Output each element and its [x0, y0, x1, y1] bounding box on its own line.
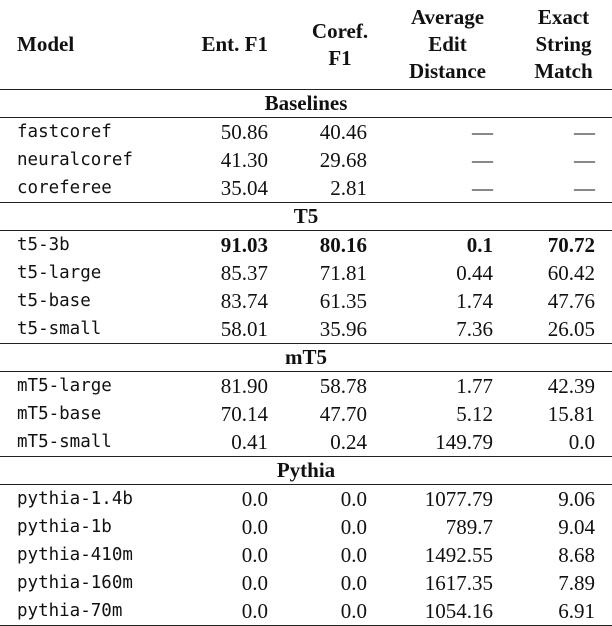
header-exact-line: Exact — [537, 5, 590, 29]
avg-edit-distance-cell: 1.77 — [456, 374, 493, 398]
ent-f1-cell: 83.74 — [220, 289, 268, 313]
group-header-row — [0, 203, 612, 231]
ent-f1-cell: 41.30 — [220, 148, 268, 172]
model-name: t5-small — [0, 315, 195, 344]
group-label: Pythia — [0, 457, 612, 485]
table-row — [0, 597, 612, 626]
model-name: pythia-70m — [0, 597, 195, 626]
header-average-edit-distance — [370, 0, 495, 90]
ent-f1-cell: 0.0 — [241, 571, 268, 595]
coref-f1-cell: 2.81 — [270, 174, 370, 203]
coref-f1-cell: 58.78 — [319, 374, 367, 398]
avg-edit-distance-cell: 789.7 — [445, 515, 493, 539]
table-row — [0, 118, 612, 147]
avg-edit-distance-cell: 1492.55 — [424, 543, 493, 567]
group-header-row — [0, 344, 612, 372]
group-header-row — [0, 457, 612, 485]
header-avg-line: Average — [410, 5, 485, 29]
exact-match-cell: 9.04 — [558, 515, 595, 539]
ent-f1-cell: 0.0 — [241, 543, 268, 567]
table-row — [0, 569, 612, 597]
avg-edit-distance-cell: 5.12 — [456, 402, 493, 426]
avg-edit-distance-cell: 1617.35 — [424, 571, 493, 595]
avg-edit-distance-cell: 149.79 — [370, 428, 495, 457]
coref-f1-cell: 0.0 — [340, 543, 367, 567]
exact-match-cell: 26.05 — [495, 315, 612, 344]
coref-f1-cell: 29.68 — [319, 148, 367, 172]
ent-f1-cell: 58.01 — [195, 315, 270, 344]
model-name: pythia-410m — [17, 545, 133, 565]
ent-f1-cell: 35.04 — [195, 174, 270, 203]
header-model: Model — [0, 0, 195, 90]
ent-f1-cell: 91.03 — [220, 233, 268, 257]
header-exact-line: Match — [534, 59, 593, 83]
model-name: pythia-1.4b — [17, 489, 133, 509]
model-name: mT5-base — [17, 404, 102, 424]
header-coref-line: F1 — [328, 45, 352, 70]
model-name: neuralcoref — [17, 150, 133, 170]
avg-edit-distance-cell: 0.44 — [456, 261, 493, 285]
header-avg-line: Distance — [409, 59, 486, 83]
model-name: pythia-160m — [17, 573, 133, 593]
exact-match-cell: 60.42 — [547, 261, 595, 285]
table-row — [0, 513, 612, 541]
table-row — [0, 174, 612, 203]
header-ent-f1: Ent. F1 — [195, 0, 270, 90]
header-avg-line: Edit — [428, 32, 467, 56]
group-label: T5 — [0, 203, 612, 231]
ent-f1-cell: 81.90 — [220, 374, 268, 398]
exact-match-cell: — — [574, 148, 595, 172]
coref-f1-cell: 40.46 — [319, 120, 367, 144]
model-name: mT5-large — [17, 376, 112, 396]
exact-match-cell: — — [495, 174, 612, 203]
table-row — [0, 400, 612, 428]
coref-f1-cell: 0.0 — [340, 487, 367, 511]
model-name: t5-large — [17, 263, 102, 283]
ent-f1-cell: 50.86 — [220, 120, 268, 144]
exact-match-cell: 47.76 — [547, 289, 595, 313]
coref-f1-cell: 0.0 — [340, 515, 367, 539]
coref-f1-cell: 0.0 — [270, 597, 370, 626]
model-name: t5-3b — [17, 235, 70, 255]
exact-match-cell: 6.91 — [495, 597, 612, 626]
exact-match-cell: — — [574, 120, 595, 144]
exact-match-cell: 9.06 — [558, 487, 595, 511]
model-name: mT5-small — [0, 428, 195, 457]
group-header-row — [0, 90, 612, 118]
exact-match-cell: 15.81 — [547, 402, 595, 426]
exact-match-cell: 70.72 — [547, 233, 595, 257]
table-row — [0, 259, 612, 287]
header-exact-string-match — [495, 0, 612, 90]
avg-edit-distance-cell: — — [472, 120, 493, 144]
ent-f1-cell: 85.37 — [220, 261, 268, 285]
ent-f1-cell: 0.0 — [195, 597, 270, 626]
table-row — [0, 231, 612, 260]
header-coref-line: Coref. — [311, 18, 369, 43]
coref-f1-cell: 0.24 — [270, 428, 370, 457]
table-row — [0, 287, 612, 315]
avg-edit-distance-cell: 1.74 — [456, 289, 493, 313]
table-row — [0, 485, 612, 514]
coref-f1-cell: 47.70 — [319, 402, 367, 426]
avg-edit-distance-cell: 0.1 — [466, 233, 493, 257]
group-label: mT5 — [0, 344, 612, 372]
model-name: coreferee — [0, 174, 195, 203]
model-name: pythia-1b — [17, 517, 112, 537]
exact-match-cell: 8.68 — [558, 543, 595, 567]
coref-f1-cell: 35.96 — [270, 315, 370, 344]
coref-f1-cell: 80.16 — [319, 233, 367, 257]
model-name: t5-base — [17, 291, 91, 311]
exact-match-cell: 7.89 — [558, 571, 595, 595]
table-body — [0, 90, 612, 626]
avg-edit-distance-cell: 1054.16 — [370, 597, 495, 626]
avg-edit-distance-cell: — — [472, 148, 493, 172]
avg-edit-distance-cell: — — [370, 174, 495, 203]
exact-match-cell: 0.0 — [495, 428, 612, 457]
table-row — [0, 146, 612, 174]
coref-f1-cell: 61.35 — [319, 289, 367, 313]
exact-match-cell: 42.39 — [547, 374, 595, 398]
table-row — [0, 428, 612, 457]
table-row — [0, 315, 612, 344]
coref-f1-cell: 0.0 — [340, 571, 367, 595]
table-row — [0, 541, 612, 569]
model-name: fastcoref — [17, 122, 112, 142]
group-label: Baselines — [0, 90, 612, 118]
ent-f1-cell: 0.0 — [241, 515, 268, 539]
header-exact-line: String — [535, 32, 592, 56]
ent-f1-cell: 70.14 — [220, 402, 268, 426]
table-row — [0, 372, 612, 401]
header-coref-f1 — [270, 0, 370, 90]
avg-edit-distance-cell: 7.36 — [370, 315, 495, 344]
ent-f1-cell: 0.0 — [241, 487, 268, 511]
coref-f1-cell: 71.81 — [319, 261, 367, 285]
header-row — [0, 0, 612, 90]
ent-f1-cell: 0.41 — [195, 428, 270, 457]
avg-edit-distance-cell: 1077.79 — [424, 487, 493, 511]
